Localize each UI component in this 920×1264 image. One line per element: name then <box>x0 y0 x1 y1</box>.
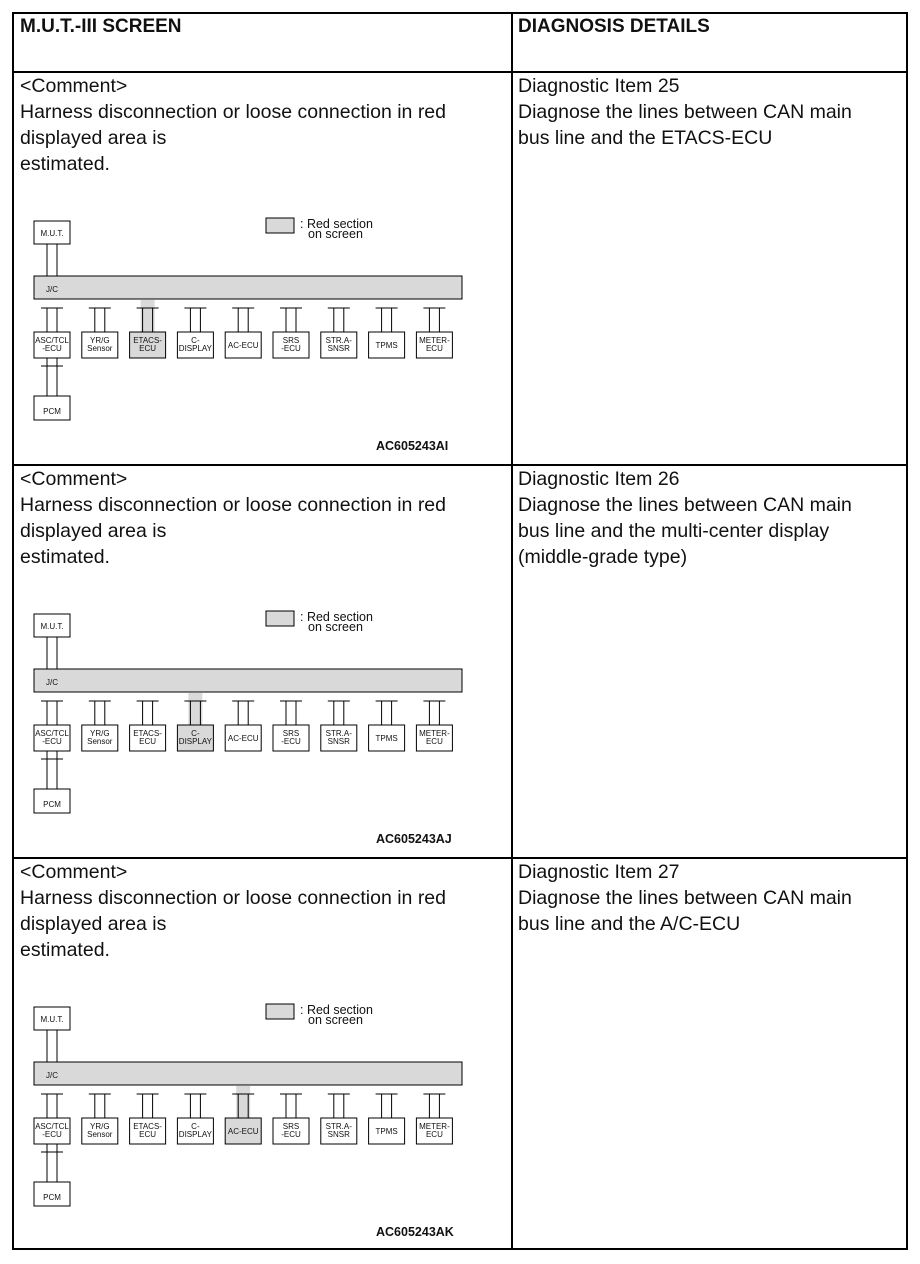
comment-label: <Comment> <box>20 861 128 883</box>
ecu-c-display <box>177 1094 213 1144</box>
comment-line: estimated. <box>20 939 110 961</box>
detail-block <box>518 466 852 570</box>
ecu-asc-ecu <box>34 308 70 358</box>
jc-bus-bar <box>34 669 462 692</box>
ecu-stra <box>321 701 357 751</box>
ecu-ac-ecu <box>225 308 261 358</box>
ecu-label: ECU <box>425 737 443 746</box>
comment-line: Harness disconnection or loose connection in red <box>20 101 447 123</box>
ecu-label: ETACS- <box>133 1122 162 1131</box>
ecu-label: ECU <box>425 1130 443 1139</box>
can-bus-diagram <box>30 990 470 1240</box>
ecu-label: AC-ECU <box>227 341 259 350</box>
legend-label: on screen <box>308 227 363 241</box>
diagram-svg <box>30 597 470 847</box>
can-bus-diagram <box>30 597 470 847</box>
ecu-etacs-ecu <box>130 701 166 751</box>
ecu-srs <box>273 308 309 358</box>
ecu-label: TPMS <box>375 734 398 743</box>
ecu-meter <box>416 308 452 358</box>
jc-label: J/C <box>46 678 58 687</box>
jc-bus-bar <box>34 1062 462 1085</box>
diagnostic-item-label: Diagnostic Item <box>518 75 653 97</box>
legend-label: : Red section <box>300 610 373 624</box>
mut-label: M.U.T. <box>40 1015 64 1024</box>
ecu-label: TPMS <box>375 1127 398 1136</box>
ecu-label: ECU <box>139 1130 157 1139</box>
ecu-label: ASC/TCL <box>35 336 69 345</box>
diagnostic-item-title <box>518 466 852 492</box>
ecu-label: STR.A- <box>325 729 352 738</box>
ecu-label: -ECU <box>281 737 301 746</box>
ecu-label: METER- <box>419 336 450 345</box>
column-divider <box>511 14 513 1248</box>
ecu-label: YR/G <box>90 1122 110 1131</box>
ecu-label: STR.A- <box>325 336 352 345</box>
comment-line: Harness disconnection or loose connection in red <box>20 494 447 516</box>
comment-line: displayed area is <box>20 913 167 935</box>
item-number: 25 <box>657 75 680 97</box>
legend-swatch <box>266 1004 294 1019</box>
ecu-yrg <box>82 1094 118 1144</box>
ecu-asc-ecu <box>34 1094 70 1144</box>
ecu-tpms <box>369 1094 405 1144</box>
comment-block <box>20 859 446 963</box>
detail-block <box>518 859 852 937</box>
ecu-label: ASC/TCL <box>35 729 69 738</box>
comment-label: <Comment> <box>20 468 128 490</box>
header-mut-screen: M.U.T.-III SCREEN <box>20 16 182 37</box>
pcm-label: PCM <box>43 1193 61 1202</box>
ecu-label: SRS <box>282 1122 300 1131</box>
ecu-stra <box>321 308 357 358</box>
diagram-svg <box>30 990 470 1240</box>
legend-label: : Red section <box>300 1003 373 1017</box>
ecu-label: METER- <box>419 1122 450 1131</box>
detail-line: Diagnose the lines between CAN main <box>518 887 852 909</box>
ecu-label: Sensor <box>87 737 113 746</box>
ecu-label: STR.A- <box>325 1122 352 1131</box>
figure-code: AC605243AI <box>376 439 449 453</box>
ecu-etacs-ecu <box>130 1094 166 1144</box>
diagnostic-item-label: Diagnostic Item <box>518 468 653 490</box>
pcm-label: PCM <box>43 800 61 809</box>
jc-label: J/C <box>46 1071 58 1080</box>
item-number: 26 <box>657 468 680 490</box>
ecu-tpms <box>369 701 405 751</box>
ecu-label: ECU <box>139 344 157 353</box>
ecu-meter <box>416 1094 452 1144</box>
figure-code: AC605243AJ <box>376 832 452 846</box>
ecu-ac-ecu <box>225 1086 261 1144</box>
ecu-label: AC-ECU <box>227 1127 259 1136</box>
ecu-label: AC-ECU <box>227 734 259 743</box>
ecu-label: -ECU <box>281 344 301 353</box>
ecu-label: DISPLAY <box>178 344 213 353</box>
mut-label: M.U.T. <box>40 229 64 238</box>
detail-line: Diagnose the lines between CAN main <box>518 494 852 516</box>
ecu-label: SNSR <box>327 737 350 746</box>
ecu-label: Sensor <box>87 1130 113 1139</box>
ecu-label: ECU <box>139 737 157 746</box>
legend-label: on screen <box>308 620 363 634</box>
ecu-label: -ECU <box>42 737 62 746</box>
comment-label: <Comment> <box>20 75 128 97</box>
diagnostic-item-title <box>518 73 852 99</box>
ecu-label: YR/G <box>90 729 110 738</box>
ecu-etacs-ecu <box>130 300 166 358</box>
legend-swatch <box>266 611 294 626</box>
item-number: 27 <box>657 861 680 883</box>
comment-line: displayed area is <box>20 520 167 542</box>
ecu-label: SRS <box>282 336 300 345</box>
jc-label: J/C <box>46 285 58 294</box>
ecu-label: C- <box>191 336 200 345</box>
ecu-label: Sensor <box>87 344 113 353</box>
ecu-label: ECU <box>425 344 443 353</box>
ecu-label: -ECU <box>281 1130 301 1139</box>
ecu-stra <box>321 1094 357 1144</box>
comment-line: estimated. <box>20 546 110 568</box>
diagram-svg <box>30 204 470 454</box>
comment-line: displayed area is <box>20 127 167 149</box>
ecu-label: C- <box>191 1122 200 1131</box>
comment-line: Harness disconnection or loose connection in red <box>20 887 447 909</box>
ecu-c-display <box>177 308 213 358</box>
ecu-label: TPMS <box>375 341 398 350</box>
ecu-label: ETACS- <box>133 336 162 345</box>
diagnostic-item-title <box>518 859 852 885</box>
figure-code: AC605243AK <box>376 1225 454 1239</box>
header-diagnosis-details: DIAGNOSIS DETAILS <box>518 16 710 37</box>
can-bus-diagram <box>30 204 470 454</box>
ecu-srs <box>273 1094 309 1144</box>
pcm-label: PCM <box>43 407 61 416</box>
ecu-yrg <box>82 701 118 751</box>
ecu-label: DISPLAY <box>178 737 213 746</box>
detail-line: bus line and the multi-center display <box>518 520 830 542</box>
ecu-meter <box>416 701 452 751</box>
diagnosis-table <box>12 12 908 1250</box>
ecu-c-display <box>177 693 213 751</box>
jc-bus-bar <box>34 276 462 299</box>
ecu-yrg <box>82 308 118 358</box>
ecu-label: METER- <box>419 729 450 738</box>
comment-line: estimated. <box>20 153 110 175</box>
diagnostic-item-label: Diagnostic Item <box>518 861 653 883</box>
ecu-label: -ECU <box>42 344 62 353</box>
detail-line: Diagnose the lines between CAN main <box>518 101 852 123</box>
comment-block <box>20 466 446 570</box>
ecu-label: ETACS- <box>133 729 162 738</box>
ecu-label: SRS <box>282 729 300 738</box>
ecu-label: C- <box>191 729 200 738</box>
ecu-label: -ECU <box>42 1130 62 1139</box>
ecu-asc-ecu <box>34 701 70 751</box>
comment-block <box>20 73 446 177</box>
detail-block <box>518 73 852 151</box>
legend-swatch <box>266 218 294 233</box>
legend-label: : Red section <box>300 217 373 231</box>
ecu-tpms <box>369 308 405 358</box>
ecu-ac-ecu <box>225 701 261 751</box>
ecu-label: YR/G <box>90 336 110 345</box>
ecu-srs <box>273 701 309 751</box>
mut-label: M.U.T. <box>40 622 64 631</box>
detail-line: bus line and the ETACS-ECU <box>518 127 773 149</box>
ecu-label: ASC/TCL <box>35 1122 69 1131</box>
ecu-label: SNSR <box>327 1130 350 1139</box>
ecu-label: SNSR <box>327 344 350 353</box>
detail-line: (middle-grade type) <box>518 546 688 568</box>
detail-line: bus line and the A/C-ECU <box>518 913 741 935</box>
ecu-label: DISPLAY <box>178 1130 213 1139</box>
legend-label: on screen <box>308 1013 363 1027</box>
